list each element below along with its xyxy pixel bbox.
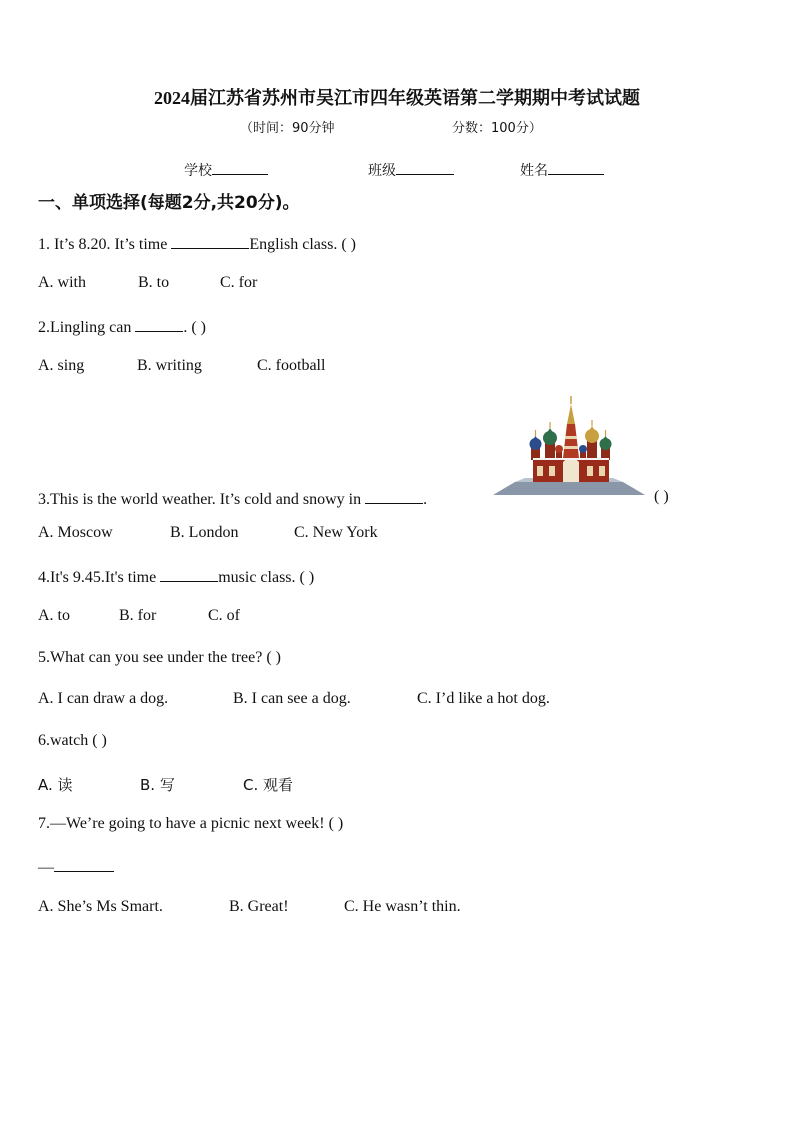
question-4-option-b[interactable]: B. for	[119, 607, 157, 624]
question-1-option-b[interactable]: B. to	[138, 274, 170, 291]
question-4-suffix: music class. ( )	[218, 569, 315, 586]
question-2-text: 2.Lingling can	[38, 319, 136, 336]
question-5-option-a[interactable]: A. I can draw a dog.	[38, 690, 169, 707]
question-4	[38, 566, 314, 587]
question-7: 7.—We’re going to have a picnic next week! ( )	[38, 815, 344, 832]
question-4-blank[interactable]	[160, 566, 218, 582]
name-blank[interactable]	[548, 159, 604, 175]
name-label: 姓名	[520, 163, 548, 179]
question-5: 5.What can you see under the tree? ( )	[38, 649, 281, 666]
question-2-blank[interactable]	[135, 316, 183, 332]
question-3-suffix: .	[423, 491, 428, 508]
exam-score: 分数：100分）	[452, 121, 542, 136]
question-1-text: 1. It’s 8.20. It’s time	[38, 236, 172, 253]
question-2	[38, 316, 206, 337]
question-1-suffix: English class. ( )	[249, 236, 356, 253]
cathedral-image	[493, 396, 645, 496]
school-blank[interactable]	[212, 159, 268, 175]
class-label: 班级	[368, 163, 396, 179]
question-7-option-c[interactable]: C. He wasn’t thin.	[344, 898, 461, 915]
question-3-option-b[interactable]: B. London	[170, 524, 239, 541]
question-1-option-c[interactable]: C. for	[220, 274, 258, 291]
question-6: 6.watch ( )	[38, 732, 107, 749]
question-3-answer-paren[interactable]: ( )	[654, 488, 669, 505]
question-3-option-c[interactable]: C. New York	[294, 524, 378, 541]
question-4-option-a[interactable]: A. to	[38, 607, 70, 624]
question-5-option-b[interactable]: B. I can see a dog.	[233, 690, 351, 707]
question-3-option-a[interactable]: A. Moscow	[38, 524, 113, 541]
question-2-option-b[interactable]: B. writing	[137, 357, 202, 374]
question-5-option-c[interactable]: C. I’d like a hot dog.	[417, 690, 550, 707]
question-1-blank[interactable]	[171, 233, 249, 249]
question-2-option-c[interactable]: C. football	[257, 357, 326, 374]
question-7-dash: —	[38, 859, 54, 876]
question-3-blank[interactable]	[365, 488, 423, 504]
question-3-text: 3.This is the world weather. It’s cold and snowy in	[38, 491, 366, 508]
question-7-option-b[interactable]: B. Great!	[229, 898, 289, 915]
question-2-option-a[interactable]: A. sing	[38, 357, 85, 374]
school-label: 学校	[184, 163, 212, 179]
question-3	[38, 488, 427, 509]
question-2-suffix: . ( )	[183, 319, 206, 336]
school-field[interactable]	[184, 159, 268, 180]
section-heading: 一、单项选择(每题2分,共20分)。	[38, 193, 300, 213]
class-blank[interactable]	[396, 159, 454, 175]
question-1	[38, 233, 356, 254]
name-field[interactable]	[520, 159, 604, 180]
question-4-option-c[interactable]: C. of	[208, 607, 240, 624]
exam-time: （时间：90分钟	[240, 121, 335, 136]
question-7-option-a[interactable]: A. She’s Ms Smart.	[38, 898, 163, 915]
question-1-option-a[interactable]: A. with	[38, 274, 86, 291]
question-6-option-b[interactable]: B. 写	[140, 776, 175, 794]
question-7-reply	[38, 856, 114, 877]
page-title: 2024届江苏省苏州市吴江市四年级英语第二学期期中考试试题	[154, 88, 640, 108]
cathedral-icon	[493, 396, 645, 496]
question-4-text: 4.It's 9.45.It's time	[38, 569, 161, 586]
question-7-blank[interactable]	[54, 856, 114, 872]
question-6-option-a[interactable]: A. 读	[38, 776, 73, 794]
question-6-option-c[interactable]: C. 观看	[243, 776, 294, 794]
class-field[interactable]	[368, 159, 454, 180]
